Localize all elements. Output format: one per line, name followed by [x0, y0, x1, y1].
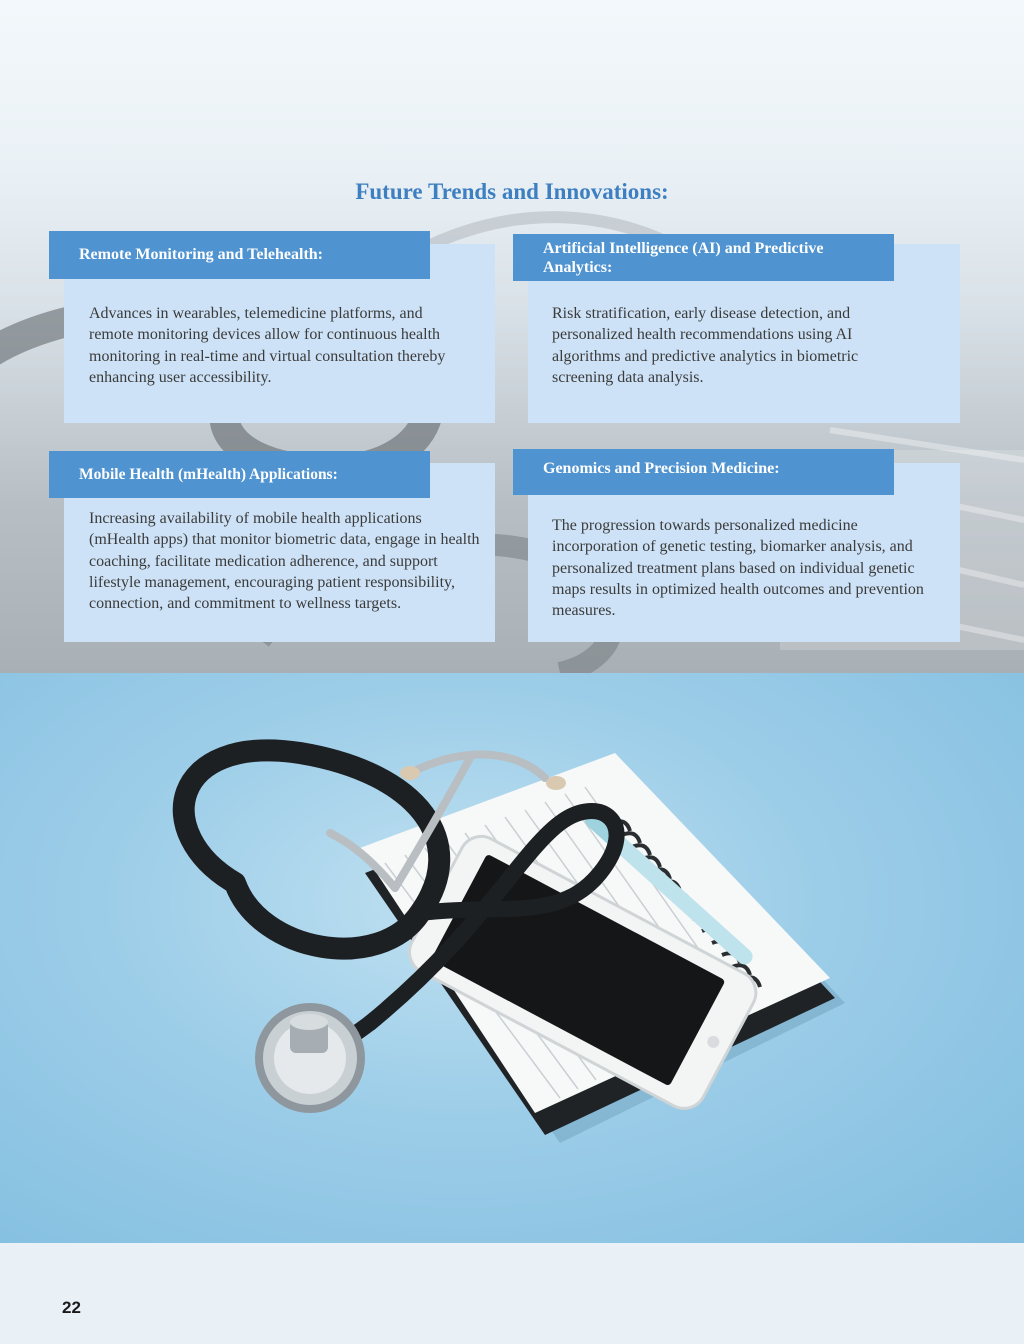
card-text: Risk stratification, early disease detection, and personalized health recommendations using AI algorithms and predictive analytics in biometric screening data analysis.: [552, 305, 859, 386]
card-heading-bar: [513, 234, 894, 281]
card-heading: Artificial Intelligence (AI) and Predictive Analytics:: [543, 239, 824, 276]
card-heading-bar: [49, 231, 430, 279]
card-text: Advances in wearables, telemedicine platforms, and remote monitoring devices allow for continuous health monitoring in real-time and virtual consultation thereby enhancing user accessibility.: [89, 305, 446, 386]
card-heading-bar: [49, 451, 430, 498]
card-heading-bar: [513, 449, 894, 495]
page-number: 22: [62, 1298, 81, 1317]
card-heading: Genomics and Precision Medicine:: [543, 460, 780, 477]
stethoscope-notebook-phone-photo: [0, 673, 1024, 1243]
card-text: The progression towards personalized medicine incorporation of genetic testing, biomarker analysis, and personalized treatment plans based on individual genetic maps results in optimized health outcomes and prevention measures.: [552, 517, 924, 620]
card-text: Increasing availability of mobile health applications (mHealth apps) that monitor biometric data, engage in health coaching, facilitate medication adherence, and support lifestyle management, encouraging patient responsibility, connection, and commitment to wellness targets.: [89, 510, 480, 613]
card-heading: Mobile Health (mHealth) Applications:: [79, 465, 338, 483]
card-heading: Remote Monitoring and Telehealth:: [79, 246, 323, 263]
page-title: Future Trends and Innovations:: [355, 179, 669, 204]
